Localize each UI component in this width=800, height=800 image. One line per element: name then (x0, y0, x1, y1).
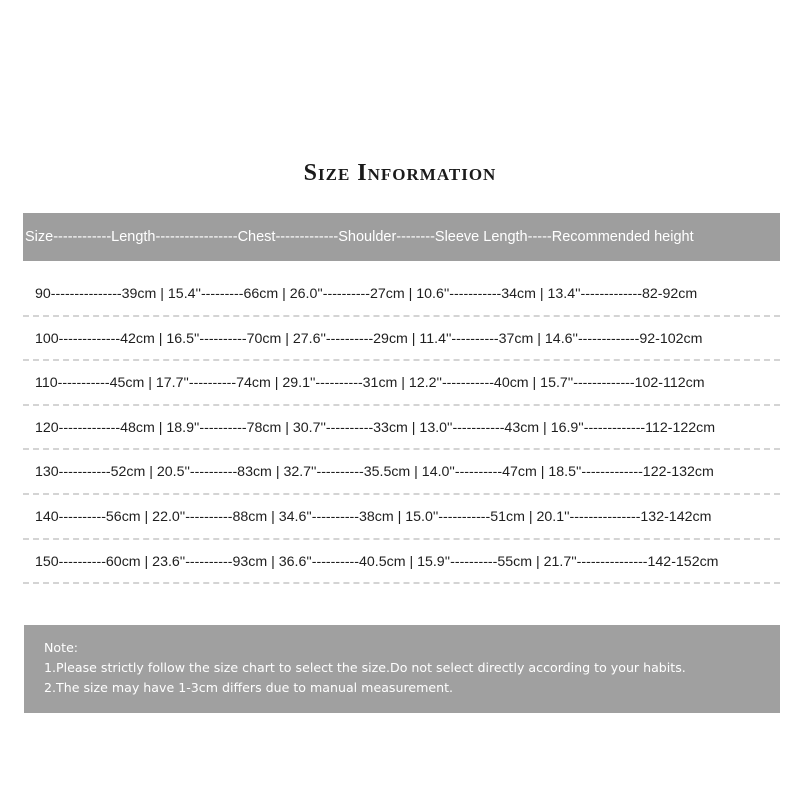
table-row: 90---------------39cm | 15.4''---------66cm | 26.0''----------27cm | 10.6''-----------34cm | 13.4''-------------82-92cm (23, 272, 780, 317)
table-row: 150----------60cm | 23.6''----------93cm | 36.6''----------40.5cm | 15.9''----------55cm | 21.7''---------------142-152cm (23, 540, 780, 585)
page-title: Size Information (303, 160, 497, 186)
note-line: 2.The size may have 1-3cm differs due to manual measurement. (44, 680, 454, 695)
table-header: Size------------Length-----------------Chest-------------Shoulder--------Sleeve Length-----Recommended height (23, 213, 780, 261)
table-row: 110-----------45cm | 17.7''----------74cm | 29.1''----------31cm | 12.2''-----------40cm | 15.7''-------------102-112cm (23, 361, 780, 406)
note-box (24, 625, 780, 713)
table-row: 120-------------48cm | 18.9''----------78cm | 30.7''----------33cm | 13.0''-----------43cm | 16.9''-------------112-122cm (23, 406, 780, 451)
note-line: 1.Please strictly follow the size chart to select the size.Do not select directly according to your habits. (44, 660, 686, 675)
table-row: 130-----------52cm | 20.5''----------83cm | 32.7''----------35.5cm | 14.0''----------47cm | 18.5''-------------122-132cm (23, 450, 780, 495)
note-heading: Note: (44, 640, 79, 655)
table-row: 100-------------42cm | 16.5''----------70cm | 27.6''----------29cm | 11.4''----------37cm | 14.6''-------------92-102cm (23, 317, 780, 362)
table-row: 140----------56cm | 22.0''----------88cm | 34.6''----------38cm | 15.0''-----------51cm | 20.1''---------------132-142cm (23, 495, 780, 540)
size-table (23, 272, 780, 584)
